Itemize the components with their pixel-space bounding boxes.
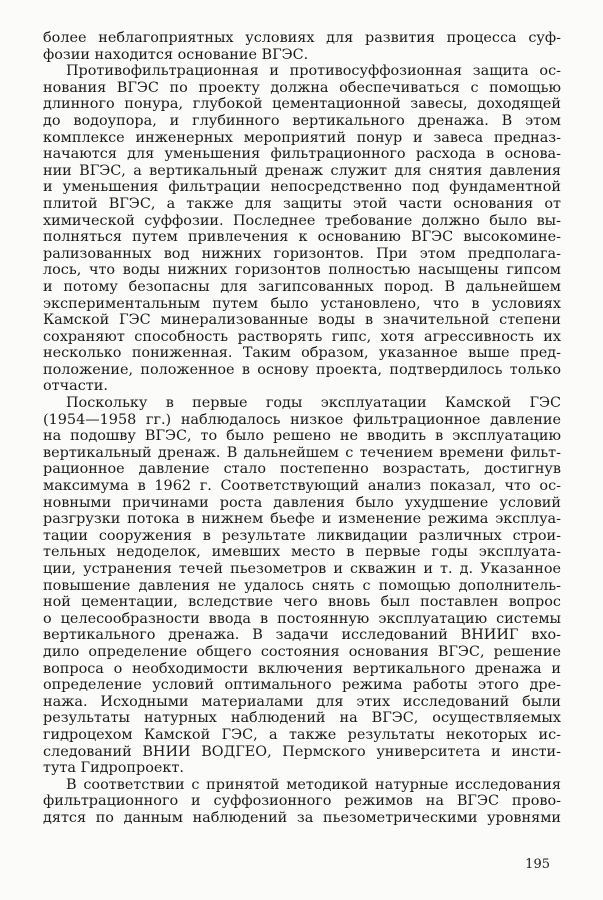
text-line: тельных недоделок, имевших место в первые годы эксплуата-	[43, 544, 561, 561]
paragraph	[43, 30, 561, 63]
text-line: нии ВГЭС, а вертикальный дренаж служит для снятия давления	[43, 162, 561, 179]
text-line: результаты натурных наблюдений на ВГЭС, осуществляемых	[43, 710, 561, 727]
text-line: более неблагоприятных условиях для развития процесса суф-	[43, 30, 561, 46]
text-line: тута Гидропроект.	[43, 760, 184, 777]
text-line: и потому безопасны для загипсованных пород. В дальнейшем	[43, 278, 561, 295]
text-line: (1954—1958 гг.) наблюдалось низкое фильтрационное давление	[43, 411, 561, 428]
text-line: экспериментальным путем было установлено, что в условиях	[43, 295, 561, 312]
text-line: комплексе инженерных мероприятий понур и завеса предназ-	[43, 129, 561, 146]
text-line: следований ВНИИ ВОДГЕО, Пермского университета и инсти-	[43, 743, 561, 760]
text-line: сохраняют способность растворять гипс, хотя агрессивность их	[43, 328, 561, 345]
text-line: дятся по данным наблюдений за пьезометрическими уровнями	[43, 809, 561, 826]
text-line: ной цементации, вследствие чего вновь был поставлен вопрос	[43, 594, 561, 611]
paragraph	[43, 63, 561, 395]
page-number: 195	[525, 857, 550, 872]
text-line: рационное давление стало постепенно возрастать, достигнув	[43, 461, 561, 478]
text-line: длинного понура, глубокой цементационной завесы, доходящей	[43, 96, 561, 113]
text-line: Противофильтрационная и противосуффозионная защита ос-	[66, 63, 561, 80]
text-line: нования ВГЭС по проекту должна обеспечиваться с помощью	[43, 79, 561, 96]
body-text	[43, 30, 561, 827]
paragraph	[43, 777, 561, 827]
text-line: рализованных вод нижних горизонтов. При этом предполага-	[43, 245, 561, 262]
text-line: вертикального дренажа. В задачи исследований ВНИИГ вхо-	[43, 627, 561, 644]
text-line: ции, устранения течей пьезометров и скважин и т. д. Указанное	[43, 561, 561, 577]
text-line: вопроса о необходимости включения вертикального дренажа и	[43, 660, 561, 677]
text-line: разгрузки потока в нижнем бьефе и изменение режима эксплуа-	[43, 511, 561, 528]
text-line: положение, положенное в основу проекта, подтвердилось только	[43, 361, 561, 378]
text-line: Поскольку в первые годы эксплуатации Камской ГЭС	[66, 395, 561, 412]
text-line: повышение давления не удалось снять с помощью дополнитель-	[43, 577, 561, 594]
text-line: вертикальный дренаж. В дальнейшем с течением времени фильт-	[43, 444, 561, 461]
text-line: определение условий оптимального режима работы этого дре-	[43, 677, 561, 694]
text-line: и уменьшения фильтрации непосредственно под фундаментной	[43, 179, 561, 196]
text-line: тации сооружения в результате ликвидации различных строи-	[43, 527, 561, 544]
text-line: фозии находится основание ВГЭС.	[43, 46, 309, 63]
text-line: на подошву ВГЭС, то было решено не вводить в эксплуатацию	[43, 428, 561, 445]
text-line: плитой ВГЭС, а также для защиты этой части основания от	[43, 195, 561, 212]
text-line: Камской ГЭС минерализованные воды в значительной степени	[43, 312, 561, 329]
text-line: несколько пониженная. Таким образом, указанное выше пред-	[43, 345, 561, 362]
text-line: полняться путем привлечения к основанию ВГЭС высокомине-	[43, 229, 561, 246]
text-line: отчасти.	[43, 378, 108, 395]
text-line: до водоупора, и глубинного вертикального дренажа. В этом	[43, 112, 561, 129]
text-line: новными причинами роста давления было ухудшение условий	[43, 494, 561, 511]
text-line: о целесообразности ввода в постоянную эксплуатацию системы	[43, 610, 561, 627]
text-line: химической суффозии. Последнее требование должно было вы-	[43, 212, 561, 229]
paragraph	[43, 395, 561, 777]
text-line: лось, что воды нижних горизонтов полностью насыщены гипсом	[43, 262, 561, 279]
text-line: фильтрационного и суффозионного режимов на ВГЭС прово-	[43, 793, 561, 810]
text-line: гидроцехом Камской ГЭС, а также результаты некоторых ис-	[43, 726, 561, 743]
text-line: В соответствии с принятой методикой натурные исследования	[66, 776, 561, 793]
text-line: нажа. Исходными материалами для этих исследований были	[43, 693, 561, 710]
text-line: начаются для уменьшения фильтрационного расхода в основа-	[43, 146, 561, 163]
text-line: дило определение общего состояния основания ВГЭС, решение	[43, 643, 561, 660]
text-line: максимума в 1962 г. Соответствующий анализ показал, что ос-	[43, 478, 561, 495]
